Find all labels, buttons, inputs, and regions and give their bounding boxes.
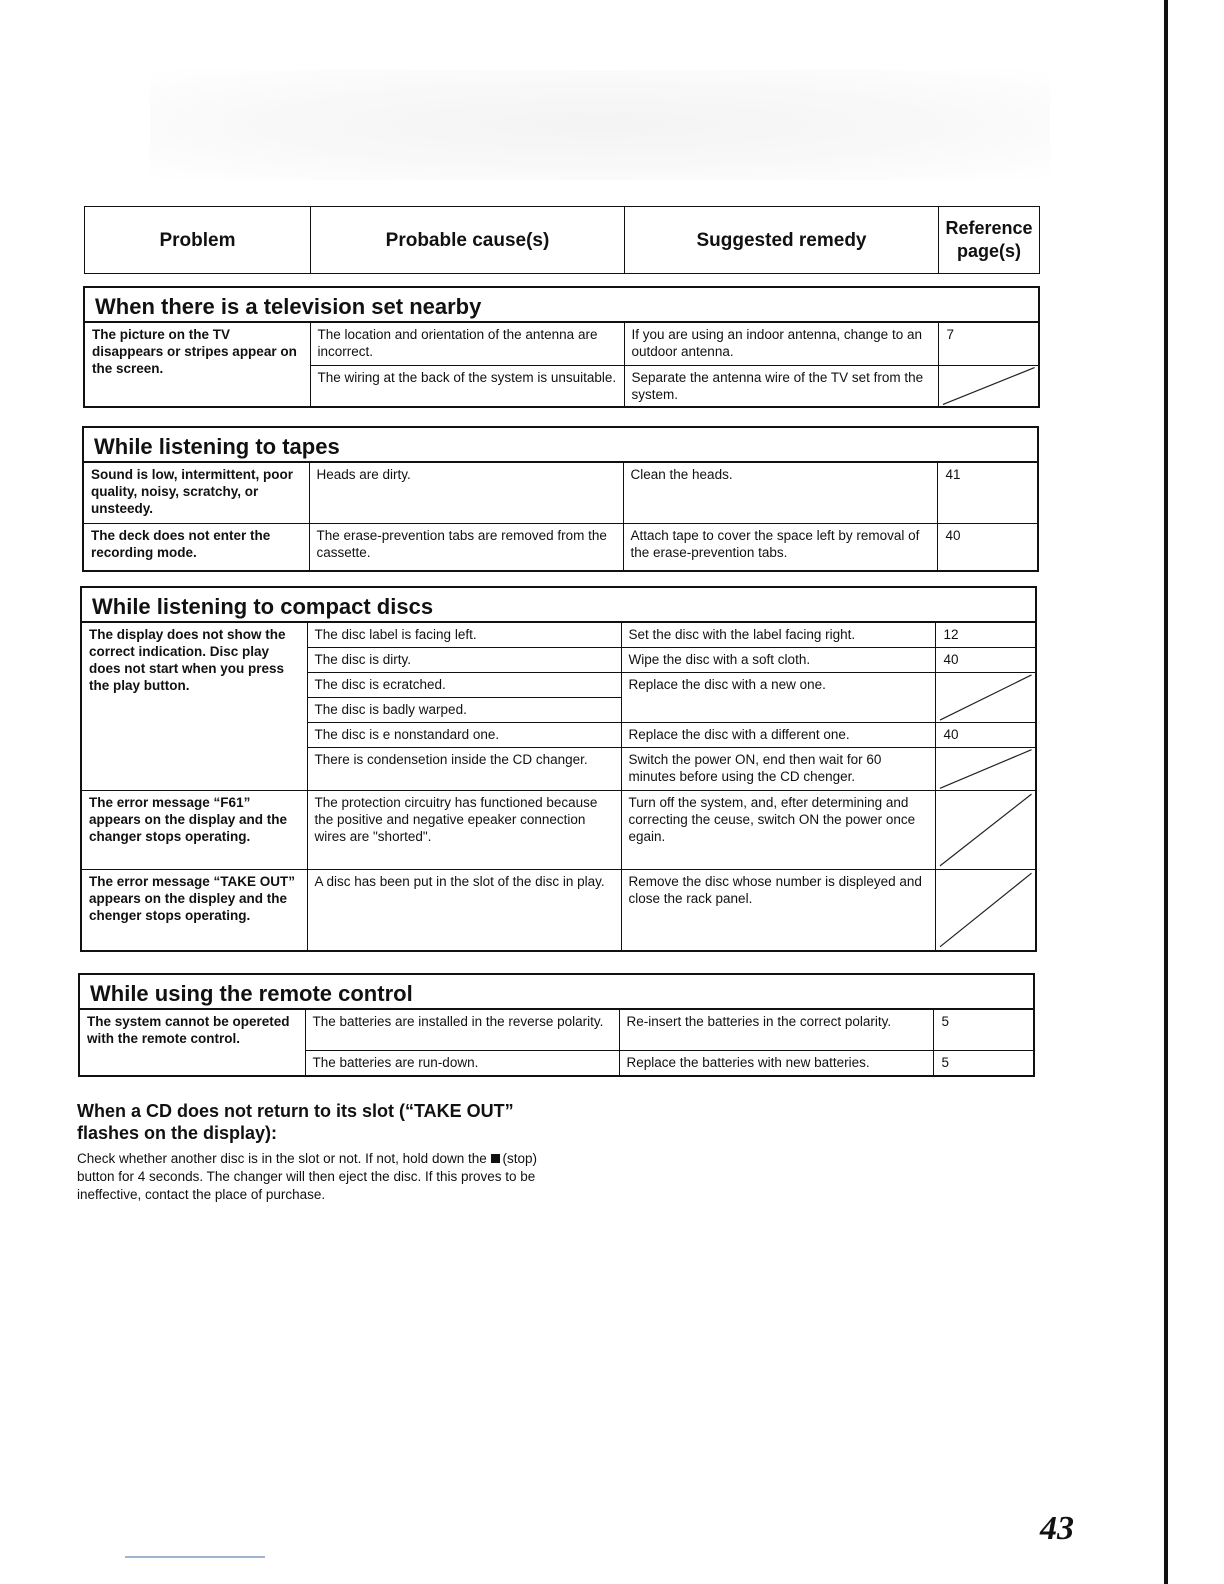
page-cell: 40 xyxy=(937,524,1038,572)
problem-cell: Sound is low, intermittent, poor quality, noisy, scratchy, or unsteedy. xyxy=(83,462,309,524)
table-row xyxy=(81,622,1036,648)
remedy-cell: Remove the disc whose number is displeyed and close the rack panel. xyxy=(621,870,935,952)
page-cell-empty xyxy=(935,673,1036,723)
page-cell-empty xyxy=(935,791,1036,870)
diagonal-slash-icon xyxy=(939,366,1039,406)
section-compact-discs xyxy=(80,586,1037,952)
problem-cell: The error message “F61” appears on the display and the changer stops operating. xyxy=(81,791,307,870)
remedy-cell: Turn off the system, and, efter determining and correcting the ceuse, switch ON the power once egain. xyxy=(621,791,935,870)
remedy-cell: Attach tape to cover the space left by removal of the erase-prevention tabs. xyxy=(623,524,937,572)
page-cell-empty xyxy=(938,366,1039,408)
diagonal-slash-icon xyxy=(936,791,1036,869)
page-cell: 7 xyxy=(938,322,1039,366)
section-title: While listening to compact discs xyxy=(81,587,1036,622)
page-cell-empty xyxy=(935,870,1036,952)
cause-cell: The protection circuitry has functioned because the positive and negative epeaker connection wires are "shorted". xyxy=(307,791,621,870)
cause-cell: The batteries are run-down. xyxy=(305,1051,619,1077)
remedy-cell: Switch the power ON, end then wait for 60 minutes before using the CD chenger. xyxy=(621,748,935,791)
remedy-cell: Replace the disc with a different one. xyxy=(621,723,935,748)
remedy-cell: Separate the antenna wire of the TV set from the system. xyxy=(624,366,938,408)
table-row xyxy=(83,462,1038,524)
note-body xyxy=(77,1150,547,1204)
table-row xyxy=(84,322,1039,366)
page-edge-rule xyxy=(1164,0,1168,1584)
problem-cell: The picture on the TV disappears or stripes appear on the screen. xyxy=(84,322,310,407)
page-cell: 40 xyxy=(935,648,1036,673)
section-title: While listening to tapes xyxy=(83,427,1038,462)
section-remote-control xyxy=(78,973,1035,1077)
header-cause: Probable cause(s) xyxy=(311,207,625,274)
cause-cell: Heads are dirty. xyxy=(309,462,623,524)
cause-cell: A disc has been put in the slot of the disc in play. xyxy=(307,870,621,952)
page-number: 43 xyxy=(1040,1510,1074,1547)
note-heading: When a CD does not return to its slot (“TAKE OUT” flashes on the display): xyxy=(77,1101,514,1143)
table-row xyxy=(79,1009,1034,1051)
cause-cell: The disc is ecratched. xyxy=(307,673,621,698)
remedy-cell: If you are using an indoor antenna, change to an outdoor antenna. xyxy=(624,322,938,366)
column-header-row xyxy=(85,207,1040,274)
section-tapes xyxy=(82,426,1039,572)
table-row xyxy=(81,791,1036,870)
problem-cell: The display does not show the correct indication. Disc play does not start when you press the play button. xyxy=(81,622,307,791)
cause-cell: There is condensetion inside the CD changer. xyxy=(307,748,621,791)
header-reference: Reference page(s) xyxy=(939,207,1040,274)
page-cell-empty xyxy=(935,748,1036,791)
table-row xyxy=(83,524,1038,572)
section-title: When there is a television set nearby xyxy=(84,287,1039,322)
page-cell: 40 xyxy=(935,723,1036,748)
cause-cell: The disc is dirty. xyxy=(307,648,621,673)
remedy-cell: Replace the disc with a new one. xyxy=(621,673,935,723)
remedy-cell: Replace the batteries with new batteries. xyxy=(619,1051,933,1077)
diagonal-slash-icon xyxy=(936,870,1036,950)
table-row xyxy=(81,870,1036,952)
page-cell: 5 xyxy=(933,1009,1034,1051)
problem-cell: The system cannot be opereted with the remote control. xyxy=(79,1009,305,1076)
cause-cell: The batteries are installed in the reverse polarity. xyxy=(305,1009,619,1051)
section-title: While using the remote control xyxy=(79,974,1034,1009)
cause-cell: The wiring at the back of the system is unsuitable. xyxy=(310,366,624,408)
header-problem: Problem xyxy=(85,207,311,274)
footer-mark xyxy=(125,1556,265,1558)
remedy-cell: Clean the heads. xyxy=(623,462,937,524)
cause-cell: The disc label is facing left. xyxy=(307,622,621,648)
cause-cell: The erase-prevention tabs are removed from the cassette. xyxy=(309,524,623,572)
cause-cell: The disc is badly warped. xyxy=(307,698,621,723)
page-cell: 12 xyxy=(935,622,1036,648)
page-cell: 5 xyxy=(933,1051,1034,1077)
section-tv-nearby xyxy=(83,286,1040,408)
stop-square-icon xyxy=(491,1154,500,1163)
problem-cell: The error message “TAKE OUT” appears on the displey and the chenger stops operating. xyxy=(81,870,307,952)
header-remedy: Suggested remedy xyxy=(625,207,939,274)
problem-cell: The deck does not enter the recording mode. xyxy=(83,524,309,572)
cd-slot-note xyxy=(77,1100,547,1204)
column-header-table xyxy=(84,206,1040,274)
remedy-cell: Set the disc with the label facing right. xyxy=(621,622,935,648)
cause-cell: The location and orientation of the antenna are incorrect. xyxy=(310,322,624,366)
remedy-cell: Re-insert the batteries in the correct polarity. xyxy=(619,1009,933,1051)
note-body-start: Check whether another disc is in the slot or not. If not, hold down the xyxy=(77,1151,487,1166)
note-body-end: (stop) button for 4 seconds. The changer will then eject the disc. If this proves to be ineffective, contact the place of purchase. xyxy=(77,1151,538,1202)
header-shading xyxy=(150,70,1050,180)
page-cell: 41 xyxy=(937,462,1038,524)
cause-cell: The disc is e nonstandard one. xyxy=(307,723,621,748)
diagonal-slash-icon xyxy=(936,748,1036,790)
remedy-cell: Wipe the disc with a soft cloth. xyxy=(621,648,935,673)
diagonal-slash-icon xyxy=(936,673,1036,722)
